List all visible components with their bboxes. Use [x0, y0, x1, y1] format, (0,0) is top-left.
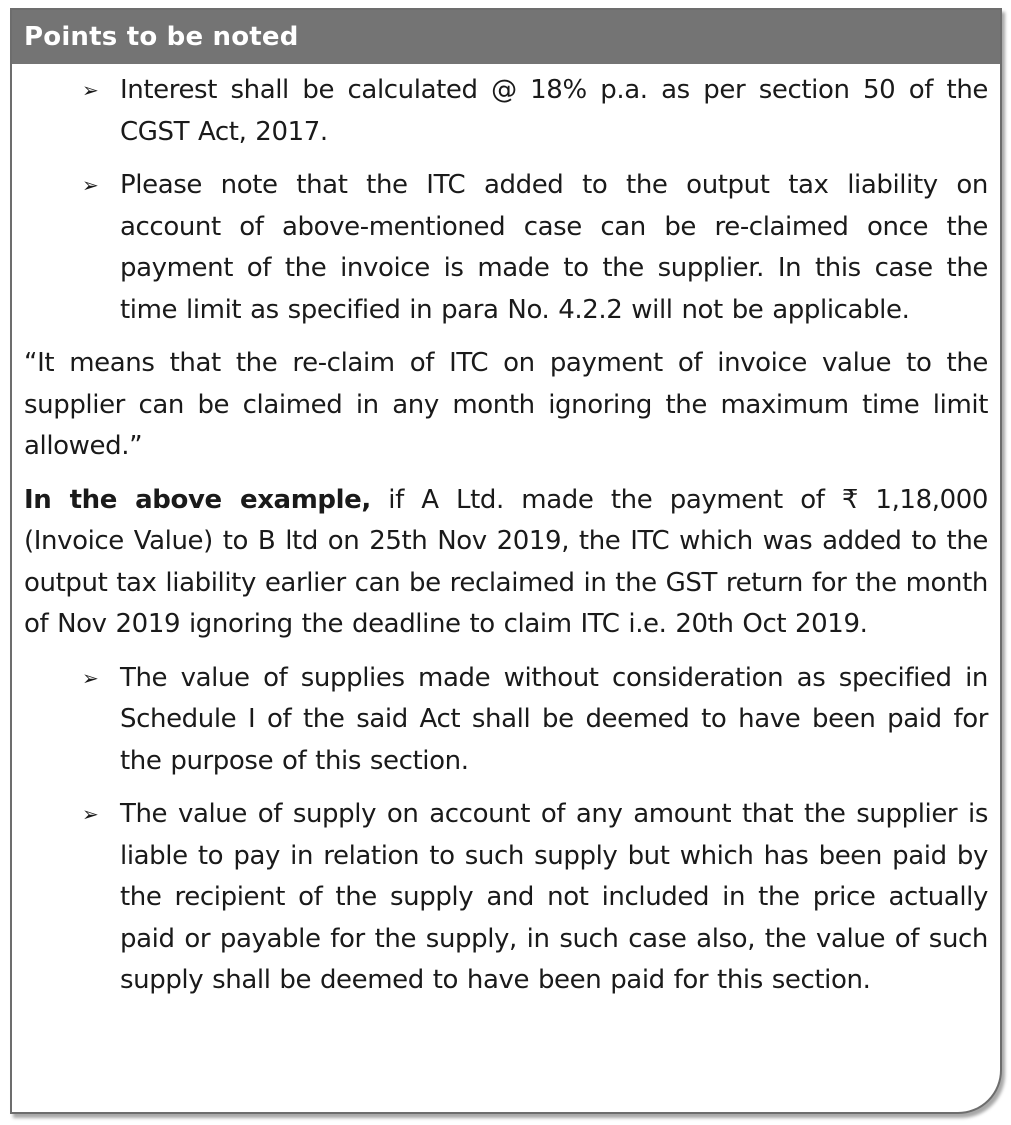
arrow-bullet-icon: ➢ — [82, 802, 99, 826]
arrow-bullet-icon: ➢ — [82, 173, 99, 197]
bullet-item-recipient-paid — [24, 794, 988, 1002]
bullet-text: Please note that the ITC added to the output tax liability on account of above-mentioned case can be re-claimed once the payment of the invoice is made to the supplier. In this case the time limit as specified in para No. 4.2.2 will not be applicable. — [120, 170, 988, 325]
bullet-text: The value of supply on account of any amount that the supplier is liable to pay in relation to such supply but which has been paid by the recipient of the supply and not included in the price actually paid or payable for the supply, in such case also, the value of such supply shall be deemed to have been paid for this section. — [120, 799, 988, 995]
example-text: if A Ltd. made the payment of ₹ 1,18,000 (Invoice Value) to B ltd on 25th Nov 2019, the ITC which was added to the output tax liability earlier can be reclaimed in the GST return for the month of Nov 2019 ignoring the deadline to claim ITC i.e. 20th Oct 2019. — [24, 484, 989, 639]
bullet-item-itc-reclaim — [24, 165, 988, 331]
bullet-item-schedule-i — [24, 658, 988, 783]
example-lead: In the above example, — [24, 484, 371, 515]
quote-paragraph: “It means that the re-claim of ITC on payment of invoice value to the supplier can be claimed in any month ignoring the maximum time limit allowed.” — [24, 348, 988, 461]
arrow-bullet-icon: ➢ — [82, 665, 99, 690]
box-content — [12, 64, 1000, 1002]
bullet-item-interest — [24, 70, 988, 153]
bullet-text: Interest shall be calculated @ 18% p.a. as per section 50 of the CGST Act, 2017. — [120, 75, 988, 147]
example-paragraph — [24, 480, 988, 646]
bullet-text: The value of supplies made without consideration as specified in Schedule I of the said Act shall be deemed to have been paid for the purpose of this section. — [120, 662, 988, 776]
arrow-bullet-icon: ➢ — [82, 78, 99, 102]
points-noted-box — [10, 8, 1002, 1114]
box-title: Points to be noted — [12, 10, 1000, 64]
